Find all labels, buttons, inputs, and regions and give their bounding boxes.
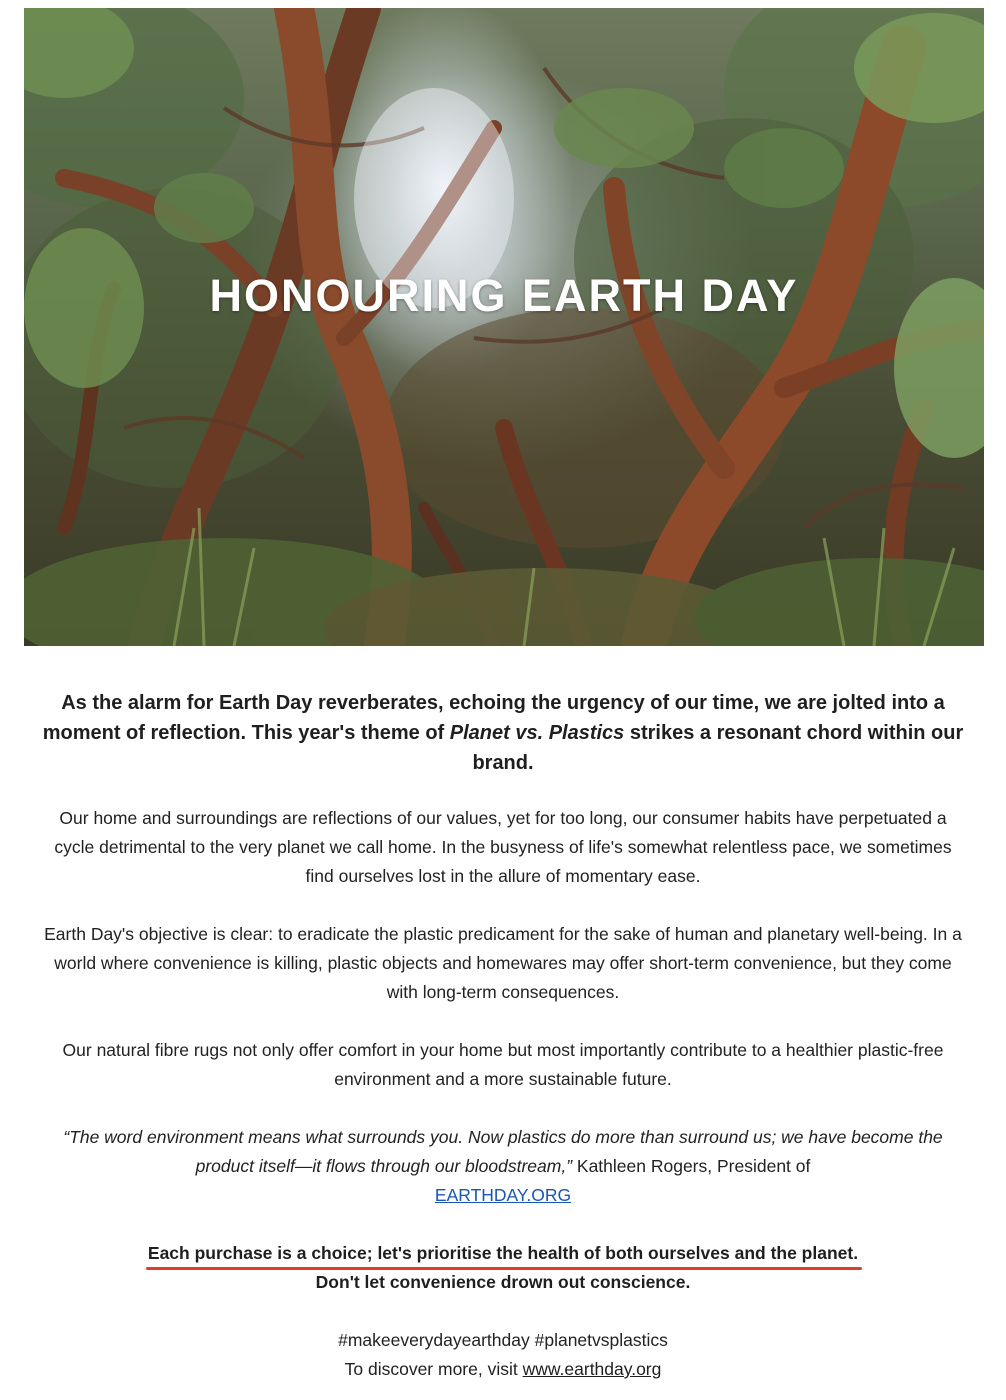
visit-line (40, 1355, 966, 1384)
quote-text: “The word environment means what surrounds you. Now plastics do more than surround us; we have become the product itself—it flows through our bloodstream,” (63, 1127, 943, 1176)
email-body (40, 688, 966, 1384)
quote-paragraph (40, 1123, 966, 1210)
intro-text-start: As the alarm for Earth Day reverberates, echoing the urgency of our time, we are jolted into a moment of reflection. This year's theme of (42, 692, 945, 744)
intro-text-end: strikes a resonant chord within our brand. (472, 722, 964, 774)
cta-second-line: Don't let convenience drown out conscience. (315, 1272, 691, 1292)
earthday-website-link[interactable]: www.earthday.org (522, 1359, 662, 1379)
forest-illustration (24, 8, 984, 646)
visit-prefix: To discover more, visit (344, 1359, 523, 1379)
paragraph-natural-fibre-rugs: Our natural fibre rugs not only offer comfort in your home but most importantly contribute to a healthier plastic-free environment and a more sustainable future. (62, 1040, 944, 1089)
paragraph-earth-day-objective: Earth Day's objective is clear: to eradicate the plastic predicament for the sake of human and planetary well-being. In a world where convenience is killing, plastic objects and homewares may offer short-term convenience, but they come with long-term consequences. (44, 924, 962, 1002)
paragraph-home-values: Our home and surroundings are reflections of our values, yet for too long, our consumer habits have perpetuated a cycle detrimental to the very planet we call home. In the busyness of life's somewhat relentless pace, we sometimes find ourselves lost in the allure of momentary ease. (54, 808, 952, 886)
cta-block (40, 1239, 966, 1297)
intro-paragraph (40, 688, 966, 778)
intro-theme-italic: Planet vs. Plastics (449, 722, 625, 744)
cta-highlight: Each purchase is a choice; let's prioritise the health of both ourselves and the planet. (148, 1239, 858, 1268)
hero-title: HONOURING EARTH DAY (209, 270, 799, 321)
quote-attribution: Kathleen Rogers, President of (572, 1156, 811, 1176)
earthday-org-link[interactable]: EARTHDAY.ORG (434, 1185, 572, 1205)
hero-forest-image (24, 8, 984, 646)
hashtags: #makeeverydayearthday #planetvsplastics (338, 1330, 668, 1350)
